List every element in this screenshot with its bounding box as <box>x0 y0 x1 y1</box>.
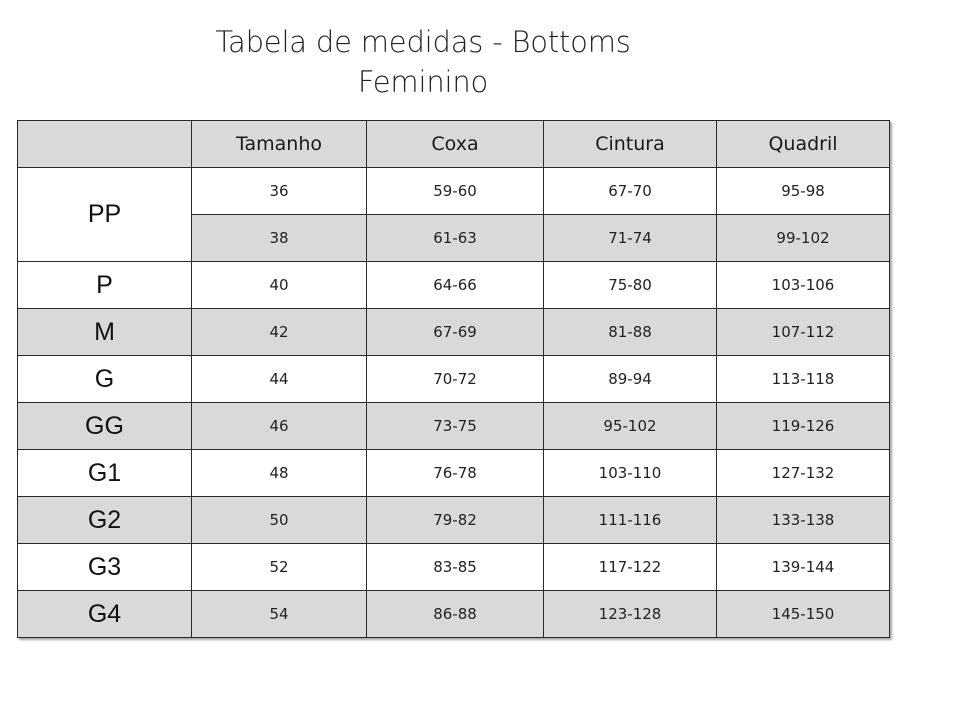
tamanho-cell: 38 <box>192 215 367 262</box>
quadril-cell: 107-112 <box>717 309 890 356</box>
table-row <box>18 497 890 544</box>
coxa-cell: 64-66 <box>367 262 544 309</box>
size-cell: P <box>18 262 192 309</box>
cintura-cell: 89-94 <box>544 356 717 403</box>
coxa-cell: 73-75 <box>367 403 544 450</box>
quadril-cell: 145-150 <box>717 591 890 638</box>
title-line-2: Feminino <box>357 65 489 99</box>
cintura-cell: 81-88 <box>544 309 717 356</box>
tamanho-cell: 44 <box>192 356 367 403</box>
cintura-cell: 95-102 <box>544 403 717 450</box>
coxa-cell: 83-85 <box>367 544 544 591</box>
size-cell: G <box>18 356 192 403</box>
size-chart-table <box>17 120 890 638</box>
quadril-cell: 139-144 <box>717 544 890 591</box>
coxa-cell: 86-88 <box>367 591 544 638</box>
header-cintura: Cintura <box>544 121 717 168</box>
table-row <box>18 309 890 356</box>
quadril-cell: 95-98 <box>717 168 890 215</box>
tamanho-cell: 50 <box>192 497 367 544</box>
quadril-cell: 113-118 <box>717 356 890 403</box>
header-tamanho: Tamanho <box>192 121 367 168</box>
coxa-cell: 70-72 <box>367 356 544 403</box>
quadril-cell: 119-126 <box>717 403 890 450</box>
page-title <box>0 22 846 102</box>
quadril-cell: 99-102 <box>717 215 890 262</box>
coxa-cell: 61-63 <box>367 215 544 262</box>
table-row <box>18 403 890 450</box>
cintura-cell: 67-70 <box>544 168 717 215</box>
table-row <box>18 356 890 403</box>
quadril-cell: 103-106 <box>717 262 890 309</box>
size-cell: G1 <box>18 450 192 497</box>
header-coxa: Coxa <box>367 121 544 168</box>
cintura-cell: 75-80 <box>544 262 717 309</box>
cintura-cell: 117-122 <box>544 544 717 591</box>
coxa-cell: 59-60 <box>367 168 544 215</box>
tamanho-cell: 42 <box>192 309 367 356</box>
title-line-1: Tabela de medidas - Bottoms <box>215 25 631 59</box>
coxa-cell: 76-78 <box>367 450 544 497</box>
coxa-cell: 79-82 <box>367 497 544 544</box>
size-cell: G2 <box>18 497 192 544</box>
header-size-label <box>18 121 192 168</box>
table-row <box>18 544 890 591</box>
size-cell: M <box>18 309 192 356</box>
size-cell: G3 <box>18 544 192 591</box>
cintura-cell: 123-128 <box>544 591 717 638</box>
coxa-cell: 67-69 <box>367 309 544 356</box>
tamanho-cell: 48 <box>192 450 367 497</box>
cintura-cell: 103-110 <box>544 450 717 497</box>
cintura-cell: 111-116 <box>544 497 717 544</box>
quadril-cell: 133-138 <box>717 497 890 544</box>
table-row <box>18 168 890 215</box>
tamanho-cell: 40 <box>192 262 367 309</box>
tamanho-cell: 54 <box>192 591 367 638</box>
header-quadril: Quadril <box>717 121 890 168</box>
table-row <box>18 450 890 497</box>
size-cell: GG <box>18 403 192 450</box>
size-cell: G4 <box>18 591 192 638</box>
tamanho-cell: 36 <box>192 168 367 215</box>
table-row <box>18 262 890 309</box>
table-header-row <box>18 121 890 168</box>
table-row <box>18 591 890 638</box>
size-cell: PP <box>18 168 192 262</box>
tamanho-cell: 52 <box>192 544 367 591</box>
quadril-cell: 127-132 <box>717 450 890 497</box>
tamanho-cell: 46 <box>192 403 367 450</box>
cintura-cell: 71-74 <box>544 215 717 262</box>
